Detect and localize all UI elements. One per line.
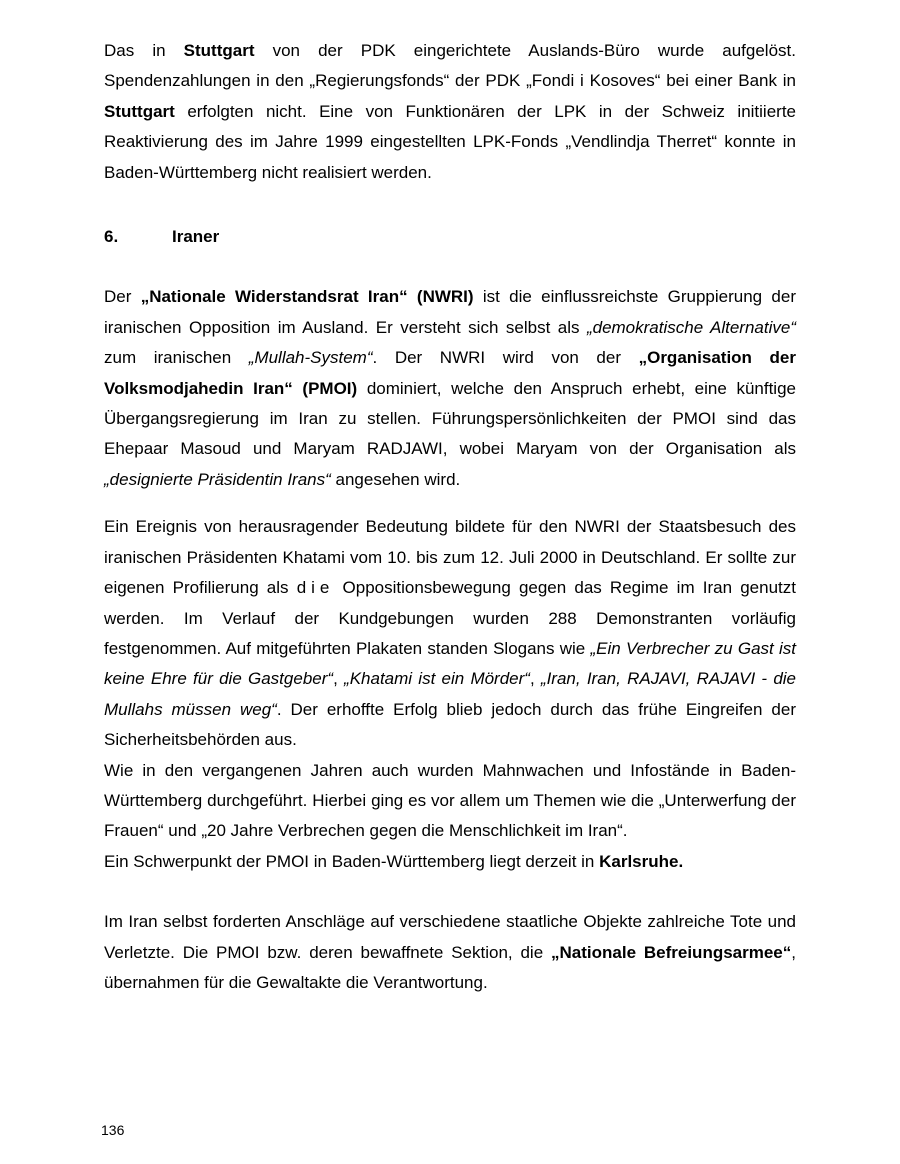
italic-text: „demokratische Alternative“ [586,317,796,337]
paragraph-staatsbesuch [104,512,796,755]
text: angesehen wird. [330,469,461,489]
bold-text: „Organisation der Volksmodjahedin Iran“ (PMOI) [104,348,796,398]
text: Ein Ereignis von herausragender Bedeutung bildete für den NWRI der Staatsbesuch des iranischen Präsidenten Khatami vom 10. bis zum 12. Juli 2000 in Deutschland. Er sollte zur eigenen Profilierung als [104,517,796,598]
text: erfolgten nicht. Eine von Funktionären der LPK in der Schweiz initiierte Reaktivierung des im Jahre 1999 eingestellten LPK-Fonds „Vendlindja Therret“ konnte in Baden-Württemberg nicht realisiert werden. [104,101,796,182]
text: ist die einflussreichste Gruppierung der iranischen Opposition im Ausland. Er versteht sich selbst als [104,287,797,337]
italic-text: „Iran, Iran, RAJAVI, RAJAVI - die Mullahs müssen weg“ [104,669,797,719]
paragraph-auslandsbuero [104,36,796,188]
italic-text: „Mullah-System“ [248,348,373,368]
text: Das in [104,41,184,60]
section-number: 6. [104,227,119,247]
bold-text: „Nationale Befreiungsarmee“ [551,942,792,962]
bold-text: Stuttgart [183,41,255,60]
document-body [104,36,796,998]
text: , übernahmen für die Gewaltakte die Verantwortung. [104,942,796,992]
text: Oppositionsbewegung gegen das Regime im Iran genutzt werden. Im Verlauf der Kundgebungen wurden 288 Demonstranten vorläufig festgenommen. Auf mitgeführten Plakaten standen Slogans wie [104,578,796,658]
bold-text: Stuttgart [104,101,175,121]
text: , [333,669,345,689]
page-number: 136 [101,1122,125,1138]
text: Der [104,287,141,307]
italic-text: „Ein Verbrecher zu Gast ist keine Ehre für die Gastgeber“ [104,638,796,689]
bold-text: Karlsruhe. [599,851,684,871]
text: . Der NWRI wird von der [372,348,639,368]
italic-text: „Khatami ist ein Mörder“ [344,669,530,689]
text: , [529,669,541,689]
text: Im Iran selbst forderten Anschläge auf verschiedene staatliche Objekte zahlreiche Tote und Verletzte. Die PMOI bzw. deren bewaffnete Sektion, die [104,912,796,962]
paragraph-karlsruhe [104,847,796,877]
section-title: Iraner [172,227,220,247]
bold-text: „Nationale Widerstandsrat Iran“ (NWRI) [140,287,474,307]
text: . Der erhoffte Erfolg blieb jedoch durch das frühe Eingreifen der Sicherheitsbehörden aus. [104,699,796,750]
text: zum iranischen [104,348,249,368]
section-heading [104,222,796,252]
text: dominiert, welche den Anspruch erhebt, eine künftige Übergangsregierung im Iran zu stellen. Führungspersönlichkeiten der PMOI sind das Ehepaar Masoud und Maryam RADJAWI, wobei Maryam von der Organisation als [104,378,796,459]
text: von der PDK eingerichtete Auslands-Büro wurde aufgelöst. Spendenzahlungen in den „Regierungsfonds“ der PDK „Fondi i Kosoves“ bei einer Bank in [104,41,796,91]
paragraph-nwri [104,282,796,495]
text: Ein Schwerpunkt der PMOI in Baden-Württemberg liegt derzeit in [104,851,600,871]
italic-text: „designierte Präsidentin Irans“ [104,469,331,489]
spaced-text: die [296,578,335,598]
paragraph-anschlaege [104,907,796,998]
paragraph-mahnwachen: Wie in den vergangenen Jahren auch wurden Mahnwachen und Infostände in Baden-Württemberg durchgeführt. Hierbei ging es vor allem um Themen wie die „Unterwerfung der Frauen“ und „20 Jahre Verbrechen gegen die Menschlichkeit im Iran“. [104,760,796,841]
